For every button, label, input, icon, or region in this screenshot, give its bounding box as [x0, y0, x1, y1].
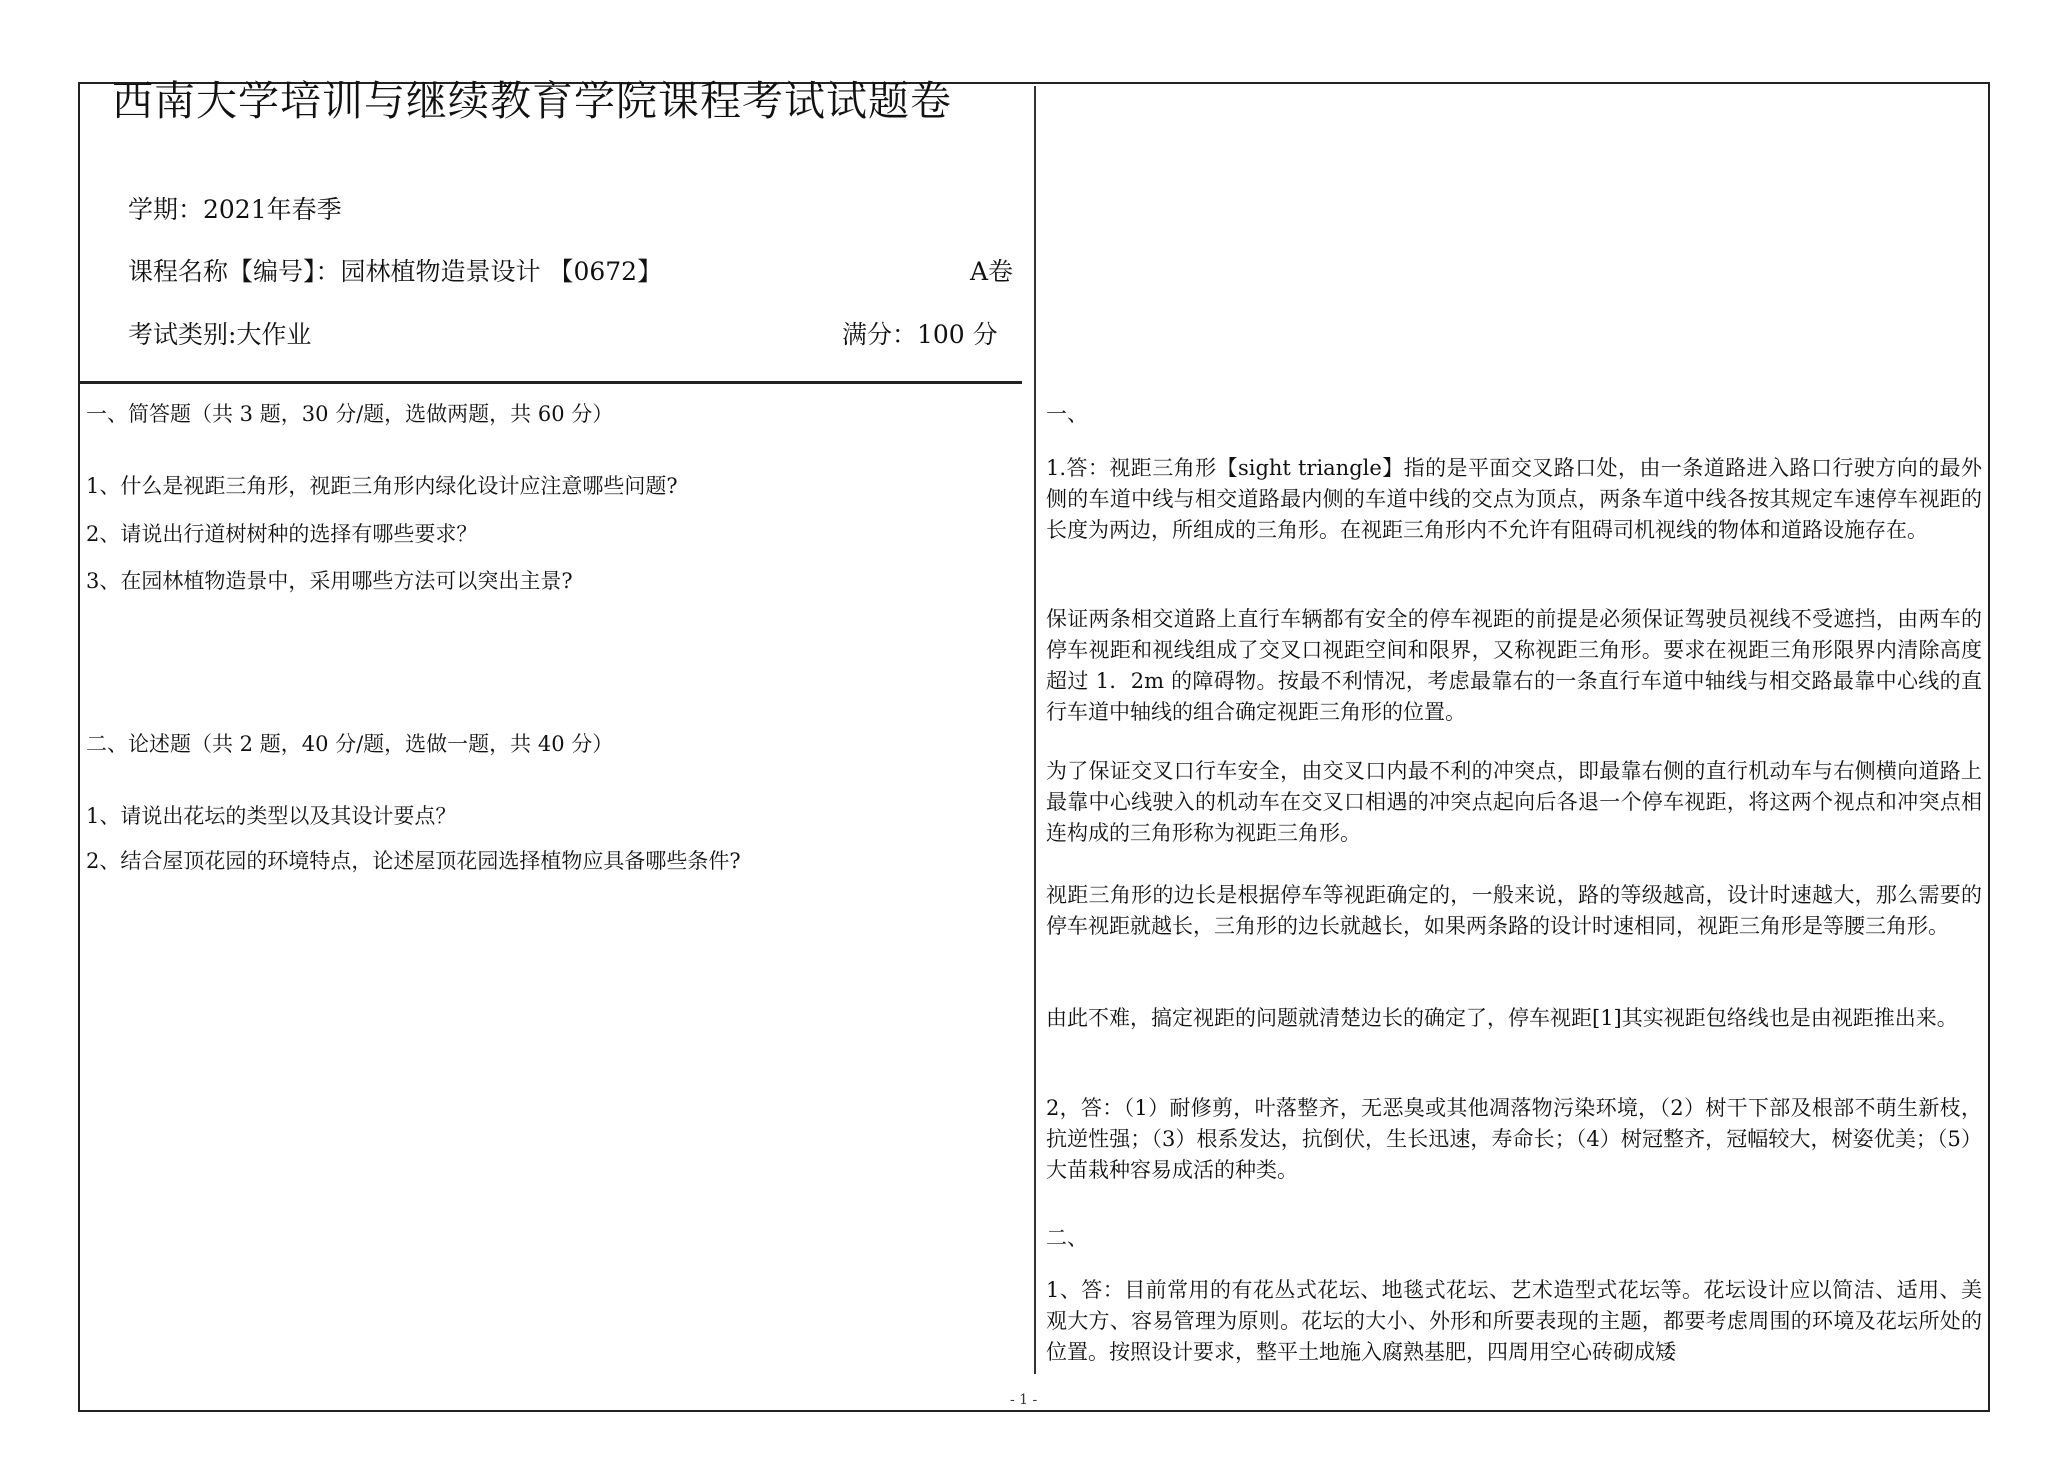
full-score: 满分：100 分: [842, 320, 998, 349]
answer-part2-heading: 二、: [1046, 1226, 1088, 1250]
semester: 学期：2021年春季: [128, 195, 342, 224]
question-item: 1、什么是视距三角形，视距三角形内绿化设计应注意哪些问题?: [86, 474, 678, 498]
answer-paragraph: 由此不难，搞定视距的问题就清楚边长的确定了，停车视距[1]其实视距包络线也是由视距推出来。: [1046, 1006, 1958, 1030]
question-item: 3、在园林植物造景中，采用哪些方法可以突出主景?: [86, 569, 573, 593]
question-item: 1、请说出花坛的类型以及其设计要点？: [86, 804, 457, 828]
answer-paragraph: 1、答：目前常用的有花丛式花坛、地毯式花坛、艺术造型式花坛等。花坛设计应以简洁、适用、美观大方、容易管理为原则。花坛的大小、外形和所要表现的主题，都要考虑周围的环境及花坛所处的位置。按照设计要求，整平土地施入腐熟基肥，四周用空心砖砌成矮: [1046, 1278, 1982, 1364]
question-item: 2、请说出行道树树种的选择有哪些要求？: [86, 522, 478, 546]
paper-version: A卷: [970, 257, 1014, 286]
section2-title: 二、论述题（共 2 题，40 分/题，选做一题，共 40 分）: [86, 732, 614, 756]
header-divider: [80, 381, 1022, 384]
answer-paragraph: 1.答：视距三角形【sight triangle】指的是平面交叉路口处，由一条道路进入路口行驶方向的最外侧的车道中线与相交道路最内侧的车道中线的交点为顶点，两条车道中线各按其规定车速停车视距的长度为两边，所组成的三角形。在视距三角形内不允许有阻碍司机视线的物体和道路设施存在。: [1046, 456, 1982, 542]
answer-paragraph: 为了保证交叉口行车安全，由交叉口内最不利的冲突点，即最靠右侧的直行机动车与右侧横向道路上最靠中心线驶入的机动车在交叉口相遇的冲突点起向后各退一个停车视距，将这两个视点和冲突点相连构成的三角形称为视距三角形。: [1046, 759, 1982, 845]
column-divider: [1034, 86, 1036, 1374]
question-item: 2、结合屋顶花园的环境特点，论述屋顶花园选择植物应具备哪些条件?: [86, 849, 741, 873]
course-name: 课程名称【编号】：园林植物造景设计 【0672】: [128, 257, 663, 286]
section1-title: 一、简答题（共 3 题，30 分/题，选做两题，共 60 分）: [86, 402, 614, 426]
exam-type: 考试类别:大作业: [128, 320, 312, 349]
exam-title: 西南大学培训与继续教育学院课程考试试题卷: [112, 77, 952, 125]
answer-paragraph: 视距三角形的边长是根据停车等视距确定的，一般来说，路的等级越高，设计时速越大，那么需要的停车视距就越长，三角形的边长就越长，如果两条路的设计时速相同，视距三角形是等腰三角形。: [1046, 883, 1982, 938]
page-number: - 1 -: [1010, 1392, 1038, 1408]
answer-paragraph: 保证两条相交道路上直行车辆都有安全的停车视距的前提是必须保证驾驶员视线不受遮挡，由两车的停车视距和视线组成了交叉口视距空间和限界，又称视距三角形。要求在视距三角形限界内清除高度超过 1．2m 的障碍物。按最不利情况，考虑最靠右的一条直行车道中轴线与相交路最靠中心线的直行车道中轴线的组合确定视距三角形的位置。: [1046, 607, 1982, 724]
answer-part1-heading: 一、: [1046, 402, 1088, 426]
answer-paragraph: 2，答：（1）耐修剪，叶落整齐，无恶臭或其他凋落物污染环境，（2）树干下部及根部不萌生新枝，抗逆性强；（3）根系发达，抗倒伏，生长迅速，寿命长；（4）树冠整齐，冠幅较大，树姿优美；（5）大苗栽种容易成活的种类。: [1046, 1096, 1982, 1182]
